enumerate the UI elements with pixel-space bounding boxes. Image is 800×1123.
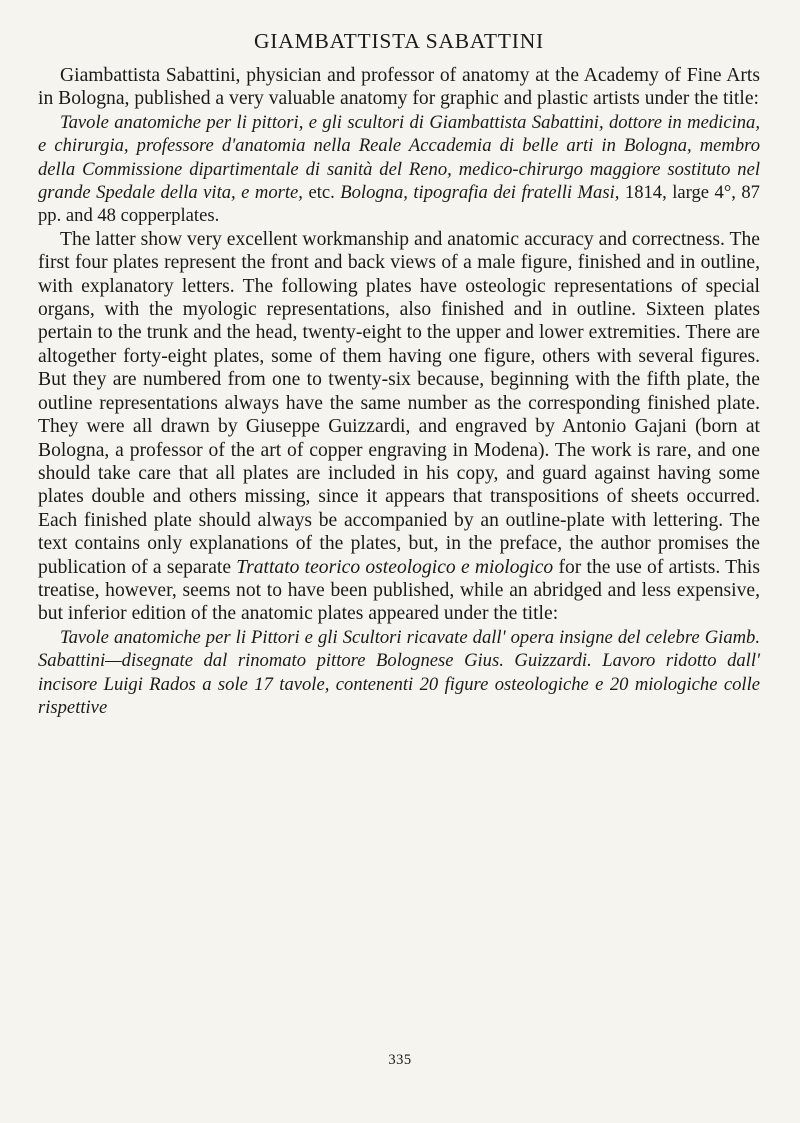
citation-etc: etc. [302, 182, 341, 204]
description-text-before: The latter show very excellent workmanship and anatomic accuracy and correctness. The first four plates represent the front and back views of a male figure, finished and in outline, with explanatory letters. The following plates have osteologic representations of special organs, with the myologic representations, also finished and in outline. Sixteen plates pertain to the trunk and the head, twenty-eight to the upper and lower extremities. There are altogether forty-eight plates, some of them having one figure, others with several figures. But they are numbered from one to twenty-six because, beginning with the fifth plate, the outline representations always have the same number as the corresponding finished plate. They were all drawn by Giuseppe Guizzardi, and engraved by Antonio Gajani (born at Bologna, a professor of the art of copper engraving in Modena). The work is rare, and one should take care that all plates are included in his copy, and guard against having some plates double and others missing, since it appears that transpositions of sheets occurred. Each finished plate should always be accompanied by an outline-plate with lettering. The text contains only explanations of the plates, but, in the preface, the author promises the publication of a separate [38, 228, 760, 578]
citation-details: 1814, large 4°, 87 pp. and 48 copperplates. [38, 182, 760, 227]
page-title: GIAMBATTISTA SABATTINI [253, 29, 544, 53]
description-paragraph [38, 228, 760, 626]
citation-imprint: Bologna, tipografia dei fratelli Masi, [340, 182, 620, 204]
page-number: 335 [388, 1052, 412, 1068]
first-title-citation [38, 111, 760, 228]
book-page [38, 26, 760, 1116]
intro-paragraph: Giambattista Sabattini, physician and professor of anatomy at the Academy of Fine Arts in Bologna, published a very valuable anatomy for graphic and plastic artists under the title: [38, 65, 760, 110]
treatise-title: Trattato teorico osteologico e miologico [236, 556, 554, 578]
citation-title: Tavole anatomiche per li pittori, e gli scultori di Giambattista Sabattini, dottore in medicina, e chirurgia, professore d'anatomia nella Reale Accademia di belle arti in Bologna, membro della Commissione dipartimentale di sanità del Reno, medico-chirurgo maggiore sostituto nel grande Spedale della vita, e morte, [38, 111, 760, 204]
description-text-after: for the use of artists. This treatise, however, seems not to have been published, while an abridged and less expensive, but inferior edition of the anatomic plates appeared under the title: [38, 556, 760, 625]
second-title-citation: Tavole anatomiche per li Pittori e gli Scultori ricavate dall' opera insigne del celebre Giamb. Sabattini—disegnate dal rinomato pittore Bolognese Gius. Guizzardi. Lavoro ridotto dall' incisore Luigi Rados a sole 17 tavole, contenenti 20 figure osteologiche e 20 miologiche colle rispettive [38, 626, 760, 718]
